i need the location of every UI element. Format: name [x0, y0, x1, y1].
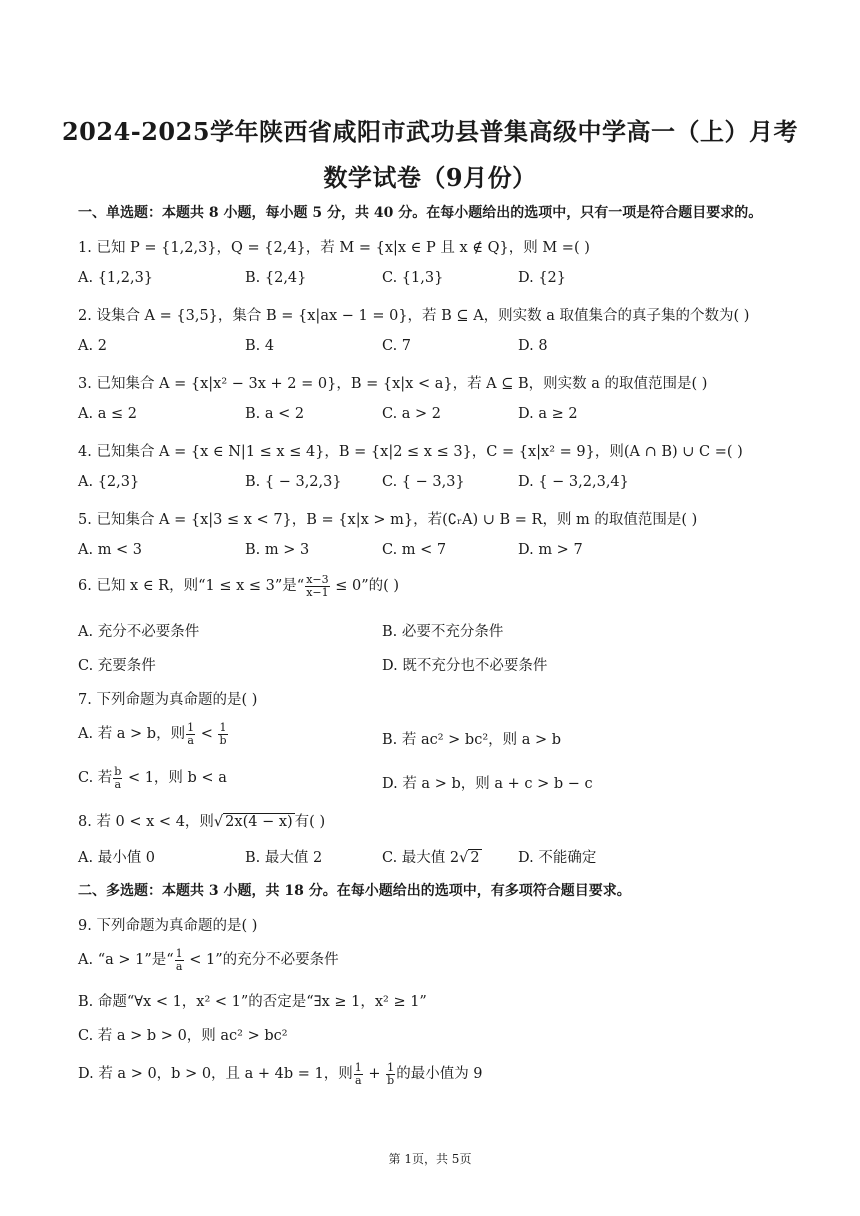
question-7-option-a: [78, 722, 229, 746]
question-4-option-d: D. { − 3,2,3,4}: [518, 474, 629, 490]
question-2-stem: 2. 设集合 A = {3,5}，集合 B = {x|ax − 1 = 0}，若 B ⊆ A，则实数 a 取值集合的真子集的个数为( ): [78, 308, 750, 324]
question-6-stem: [78, 574, 399, 598]
question-3-option-d: D. a ≥ 2: [518, 406, 578, 422]
question-7-option-a-mid: <: [196, 726, 218, 743]
question-5-option-a: A. m < 3: [78, 542, 143, 558]
fraction-denominator: a: [187, 733, 194, 747]
question-8-option-c-pre: C. 最大值 2: [382, 850, 460, 866]
question-6-option-d: D. 既不充分也不必要条件: [382, 658, 548, 674]
question-3-option-a: A. a ≤ 2: [78, 406, 137, 422]
page-subtitle: 数学试卷（9月份）: [323, 163, 537, 192]
question-7-stem: 7. 下列命题为真命题的是( ): [78, 692, 258, 708]
fraction-denominator: a: [175, 959, 183, 973]
question-9-option-a-fraction: [175, 948, 184, 972]
question-9-option-a-post: < 1”的充分不必要条件: [184, 952, 339, 969]
question-9-option-a-pre: A. “a > 1”是“: [78, 952, 174, 969]
fraction-denominator: a: [114, 777, 122, 791]
question-6-option-a: A. 充分不必要条件: [78, 624, 200, 640]
section-heading-single-choice: 一、单选题：本题共 8 小题，每小题 5 分，共 40 分。在每小题给出的选项中，只有一项是符合题目要求的。: [78, 205, 763, 221]
question-7-option-a-fraction-1: [186, 722, 195, 746]
question-7-option-c-pre: C. 若: [78, 770, 113, 787]
question-1-stem: 1. 已知 P = {1,2,3}，Q = {2,4}，若 M = {x|x ∈ P 且 x ∉ Q}，则 M =( ): [78, 240, 590, 256]
page-title: 2024-2025学年陕西省咸阳市武功县普集高级中学高一（上）月考: [61, 117, 799, 146]
question-9-option-d-fraction-1: [354, 1062, 363, 1086]
question-7-option-a-fraction-2: [218, 722, 227, 746]
question-7-option-b: B. 若 ac² > bc²，则 a > b: [382, 732, 562, 748]
fraction-denominator: b: [219, 733, 227, 747]
question-8-stem: [78, 810, 325, 831]
question-9-option-d-pre: D. 若 a > 0，b > 0，且 a + 4b = 1，则: [78, 1066, 353, 1083]
fraction-numerator: 1: [387, 1061, 395, 1074]
question-7-option-c-fraction: [113, 766, 122, 790]
question-2-option-b: B. 4: [245, 338, 275, 354]
question-9-option-d-fraction-2: [386, 1062, 395, 1086]
question-2-option-c: C. 7: [382, 338, 412, 354]
question-7-option-c-post: < 1，则 b < a: [123, 770, 227, 787]
question-4-option-a: A. {2,3}: [78, 474, 140, 490]
question-8-option-c-radicand: 2: [470, 850, 480, 866]
question-9-option-c: C. 若 a > b > 0，则 ac² > bc²: [78, 1028, 288, 1044]
question-3-stem: 3. 已知集合 A = {x|x² − 3x + 2 = 0}，B = {x|x < a}，若 A ⊆ B，则实数 a 的取值范围是( ): [78, 376, 708, 392]
question-7-option-c: [78, 766, 227, 790]
question-2-option-d: D. 8: [518, 338, 548, 354]
question-9-option-d-post: 的最小值为 9: [396, 1066, 483, 1083]
fraction-numerator: 1: [219, 721, 227, 734]
question-5-option-c: C. m < 7: [382, 542, 447, 558]
question-9-option-d-plus: +: [363, 1066, 386, 1083]
fraction-denominator: b: [387, 1073, 395, 1087]
question-7-option-d: D. 若 a > b，则 a + c > b − c: [382, 776, 593, 792]
question-1-option-a: A. {1,2,3}: [78, 270, 154, 286]
question-5-stem: 5. 已知集合 A = {x|3 ≤ x < 7}，B = {x|x > m}，若(∁ᵣA) ∪ B = R，则 m 的取值范围是( ): [78, 512, 698, 528]
question-1-option-c: C. {1,3}: [382, 270, 444, 286]
question-6-fraction-numerator: x−3: [306, 573, 329, 586]
question-5-option-b: B. m > 3: [245, 542, 310, 558]
question-8-option-c: [382, 846, 482, 867]
question-8-radicand: 2x(4 − x): [225, 814, 293, 830]
question-8-option-d: D. 不能确定: [518, 850, 597, 866]
question-9-option-a: [78, 948, 339, 972]
question-8-option-b: B. 最大值 2: [245, 850, 323, 866]
question-5-option-d: D. m > 7: [518, 542, 583, 558]
question-2-option-a: A. 2: [78, 338, 107, 354]
question-8-sqrt: √ 2x(4 − x): [213, 814, 293, 830]
question-6-fraction-denominator: x−1: [306, 585, 329, 599]
question-6-option-c: C. 充要条件: [78, 658, 156, 674]
question-3-option-b: B. a < 2: [245, 406, 305, 422]
question-8-stem-pre: 8. 若 0 < x < 4，则: [78, 814, 214, 830]
question-9-option-b: B. 命题“∀x < 1，x² < 1”的否定是“∃x ≥ 1，x² ≥ 1”: [78, 994, 427, 1010]
fraction-numerator: 1: [187, 721, 195, 734]
question-7-option-a-pre: A. 若 a > b，则: [78, 726, 186, 743]
question-9-stem: 9. 下列命题为真命题的是( ): [78, 918, 258, 934]
question-1-option-d: D. {2}: [518, 270, 567, 286]
question-6-stem-post: ≤ 0”的( ): [330, 578, 400, 595]
fraction-numerator: 1: [354, 1061, 362, 1074]
question-6-option-b: B. 必要不充分条件: [382, 624, 504, 640]
question-4-stem: 4. 已知集合 A = {x ∈ N|1 ≤ x ≤ 4}，B = {x|2 ≤ x ≤ 3}，C = {x|x² = 9}，则(A ∩ B) ∪ C =( ): [78, 444, 743, 460]
question-6-fraction: [305, 574, 329, 598]
question-4-option-c: C. { − 3,3}: [382, 474, 465, 490]
section-heading-multiple-choice: 二、多选题：本题共 3 小题，共 18 分。在每小题给出的选项中，有多项符合题目要求。: [78, 883, 631, 899]
question-8-option-c-sqrt: √ 2: [459, 850, 480, 866]
question-1-option-b: B. {2,4}: [245, 270, 307, 286]
question-8-option-a: A. 最小值 0: [78, 850, 156, 866]
question-3-option-c: C. a > 2: [382, 406, 442, 422]
fraction-numerator: 1: [175, 947, 183, 960]
question-6-stem-pre: 6. 已知 x ∈ R，则“1 ≤ x ≤ 3”是“: [78, 578, 305, 595]
question-9-option-d: [78, 1062, 483, 1086]
question-8-stem-post: 有( ): [294, 814, 326, 830]
fraction-denominator: a: [355, 1073, 362, 1087]
page-footer: 第 1页，共 5页: [388, 1152, 472, 1166]
fraction-numerator: b: [114, 765, 122, 778]
question-4-option-b: B. { − 3,2,3}: [245, 474, 342, 490]
